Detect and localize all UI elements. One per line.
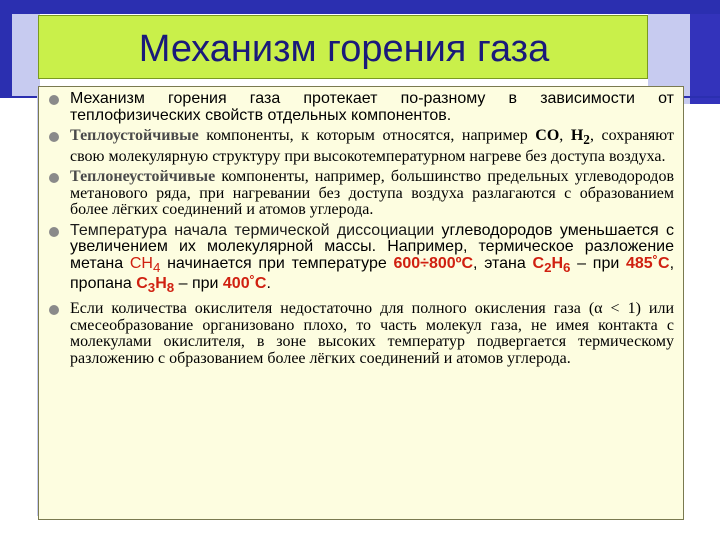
temp-propane: 400˚С (222, 275, 267, 293)
formula-subscript: 2 (544, 259, 552, 275)
frame-top-bar (0, 0, 720, 14)
bullet-item-5 (48, 301, 674, 367)
bullet-text: , пропана (70, 254, 675, 293)
formula-part: СН (129, 254, 153, 272)
formula-part: С (136, 275, 148, 293)
temp-methane: 600÷800ºС (393, 254, 474, 272)
formula-subscript: 4 (152, 259, 161, 275)
dissociation-lead: Температура начала термической диссоциации (70, 221, 435, 239)
formula-c2h6 (532, 254, 571, 275)
bullet-text: углеводородов уменьшается с увеличением их молекулярной массы. Например, термическое разложение метана (70, 221, 674, 272)
bullet-text: Механизм горения газа протекает по-разному в зависимости от теплофизических свойств отдельных компонентов. (70, 90, 674, 124)
formula-part: Н (155, 275, 167, 293)
circle-bullet-icon (49, 227, 59, 237)
temp-ethane: 485˚С (625, 254, 670, 272)
circle-bullet-icon (49, 95, 59, 105)
bullet-text: Если количества окислителя недостаточно для полного окисления газа ( (70, 300, 595, 318)
circle-bullet-icon (49, 132, 59, 142)
bullet-text: , этана (473, 254, 533, 272)
formula-subscript: 6 (563, 259, 571, 275)
bullet-item-2 (48, 128, 674, 165)
frame-left-bar (0, 14, 12, 96)
bullet-text: компоненты, к которым относятся, например (198, 127, 536, 144)
formula-part: С (532, 254, 545, 272)
alpha-condition: α < 1 (594, 300, 636, 318)
formula-co: CO (535, 127, 560, 144)
formula-h2 (570, 127, 590, 148)
circle-bullet-icon (49, 173, 59, 183)
formula-c3h8 (136, 275, 175, 296)
formula-part: Н (551, 254, 564, 272)
bullet-text: ) или смесеобразование организовано плохо, то часть молекул газа, не имея контакта с молекулами окислителя, в зоне высоких температур подвергается термическому разложению с образованием более лёгких соединений и атомов углерода. (70, 300, 675, 367)
keyword-heat-stable: Теплоустойчивые (70, 127, 199, 144)
formula-ch4 (129, 254, 161, 275)
formula-subscript: 2 (583, 132, 590, 148)
bullet-text: . (266, 275, 271, 293)
frame-right-block (690, 14, 720, 104)
bullet-list (48, 91, 674, 371)
bullet-item-4 (48, 223, 674, 297)
slide-title: Механизм горения газа (138, 28, 550, 70)
bullet-text: , сохраняют свою молекулярную структуру при высокотемпературном нагреве без доступа воздуха. (70, 127, 674, 165)
formula-subscript: 3 (147, 280, 156, 296)
bullet-item-1 (48, 91, 674, 124)
frame-light-left (12, 14, 40, 96)
bullet-text: – при (174, 275, 223, 293)
bullet-item-3 (48, 169, 674, 219)
circle-bullet-icon (49, 305, 59, 315)
bullet-text: – при (570, 254, 626, 272)
bullet-text: начинается при температуре (160, 254, 394, 272)
keyword-heat-unstable: Теплонеустойчивые (70, 168, 216, 186)
bullet-text: компоненты, например, большинство предельных углеводородов метанового ряда, при нагревании без доступа воздуха разлагаются с образованием более лёгких соединений и атомов углерода. (70, 168, 674, 219)
slide-title-box (38, 15, 648, 79)
bullet-text: , (559, 127, 571, 144)
formula-part: H (570, 127, 584, 144)
formula-subscript: 8 (166, 280, 175, 296)
